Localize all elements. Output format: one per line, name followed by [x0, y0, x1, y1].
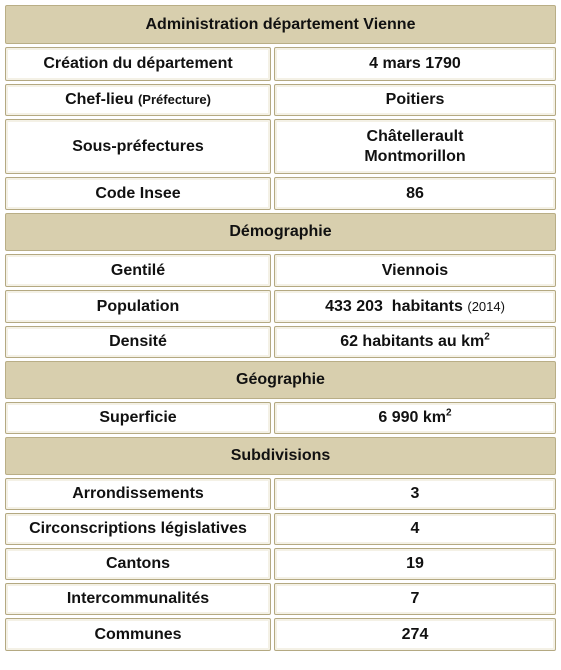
row-label: Superficie [5, 402, 271, 434]
row-label: Cantons [5, 548, 271, 580]
table-row [5, 618, 556, 651]
row-value: 433 203 habitants (2014) [274, 290, 556, 323]
value-line: Châtellerault [366, 127, 464, 145]
superscript: 2 [446, 407, 452, 419]
row-value: 4 mars 1790 [274, 47, 556, 81]
row-value: 62 habitants au $km^2$ [274, 326, 556, 358]
row-label: Densité [5, 326, 271, 358]
table-row [5, 583, 556, 615]
row-value: 19 [274, 548, 556, 580]
value-line: Montmorillon [364, 147, 466, 165]
table-row [5, 254, 556, 287]
row-value: 3 [274, 478, 556, 510]
row-value: 274 [274, 618, 556, 651]
table-row [5, 548, 556, 580]
table-row [5, 47, 556, 81]
superscript: 2 [484, 331, 490, 343]
row-value [274, 119, 556, 174]
table-row [5, 177, 556, 210]
section-header-administration [5, 5, 556, 44]
row-value: 6 990 $km^2$ [274, 402, 556, 434]
row-label: Population [5, 290, 271, 323]
row-label-suffix: (Préfecture) [137, 92, 211, 107]
row-label: Arrondissements [5, 478, 271, 510]
section-header-demographie [5, 213, 556, 251]
table-row [5, 84, 556, 116]
row-label: Sous-préfectures [5, 119, 271, 174]
row-label: Code Insee [5, 177, 271, 210]
row-label: Communes [5, 618, 271, 651]
row-label: Circonscriptions législatives [5, 513, 271, 545]
table-row [5, 326, 556, 358]
section-title: Démographie [229, 223, 332, 240]
section-title: Administration département Vienne [145, 15, 416, 33]
table-row [5, 478, 556, 510]
section-header-subdivisions [5, 437, 556, 475]
section-title: Géographie [236, 371, 325, 388]
row-label: Chef-lieu (Préfecture) [5, 84, 271, 116]
row-label: Gentilé [5, 254, 271, 287]
table-row [5, 290, 556, 323]
row-label: Création du département [5, 47, 271, 81]
row-value: 7 [274, 583, 556, 615]
row-value: Viennois [274, 254, 556, 287]
section-title: Subdivisions [230, 447, 331, 464]
section-header-geographie [5, 361, 556, 399]
row-value: 86 [274, 177, 556, 210]
row-label: Intercommunalités [5, 583, 271, 615]
table-row [5, 119, 556, 174]
row-value: 4 [274, 513, 556, 545]
table-row [5, 402, 556, 434]
value-suffix: (2014) [467, 298, 505, 314]
row-value: Poitiers [274, 84, 556, 116]
table-row [5, 513, 556, 545]
